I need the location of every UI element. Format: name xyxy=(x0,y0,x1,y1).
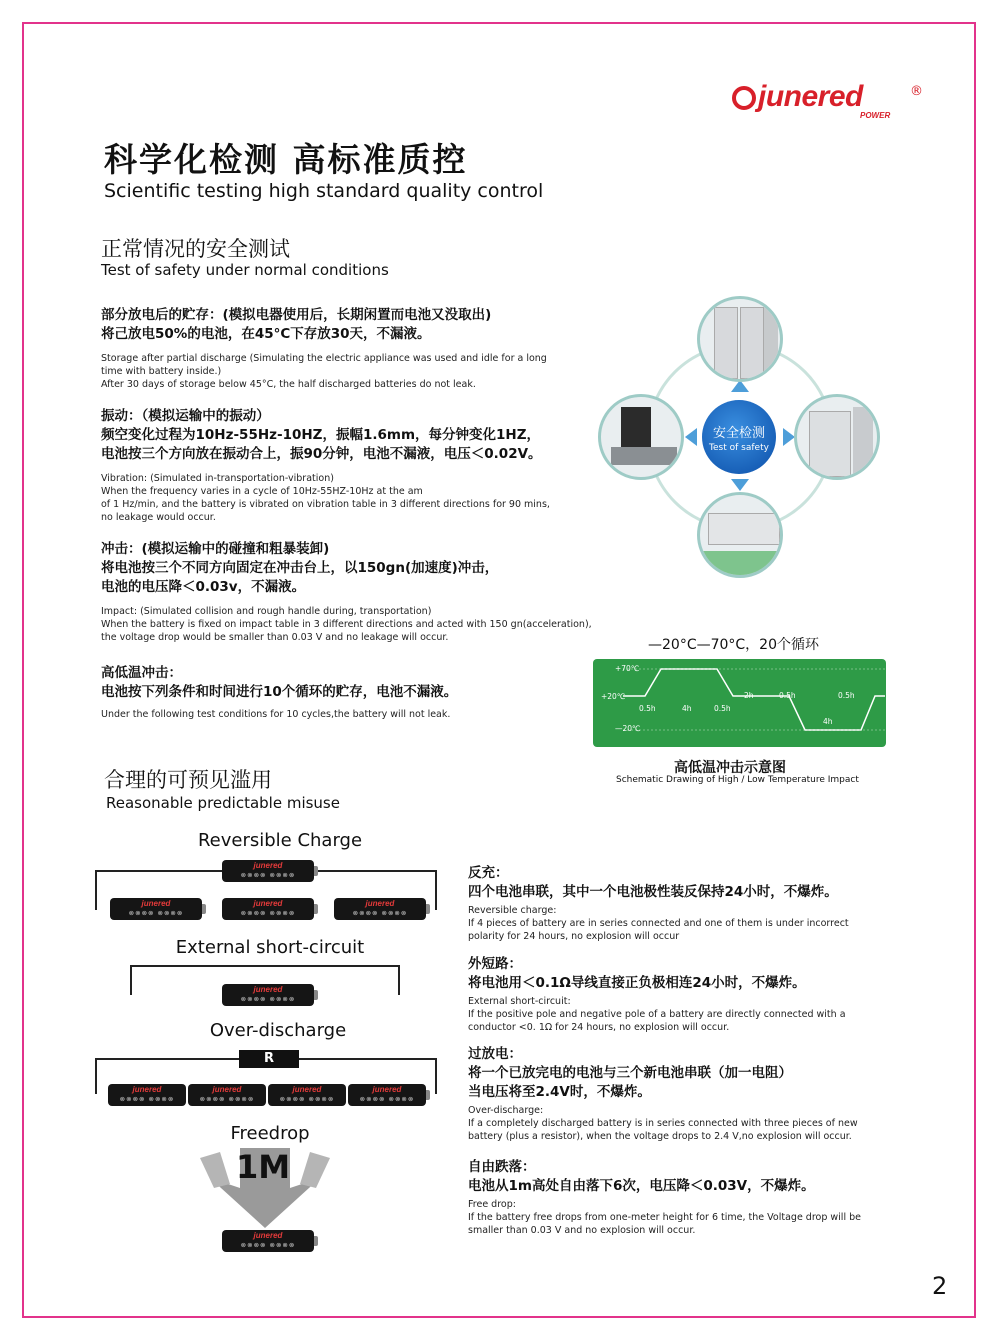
item-en-line: If the positive pole and negative pole of a battery are directly connected with a xyxy=(468,1009,846,1020)
y-label-20: +20℃ xyxy=(601,692,626,701)
item-cn-line: 冲击：(模拟运输中的碰撞和粗暴装卸) xyxy=(101,541,330,557)
item-en-line: Free drop: xyxy=(468,1199,516,1210)
battery: junered ⊗⊗⊗⊗ ⊗⊗⊗⊗ xyxy=(108,1084,186,1106)
item-en-line: When the frequency varies in a cycle of 10Hz-55HZ-10Hz at the am xyxy=(101,486,423,497)
item-cn-line: 部分放电后的贮存：(模拟电器使用后，长期闲置而电池又没取出) xyxy=(101,307,492,323)
battery: junered ⊗⊗⊗⊗ ⊗⊗⊗⊗ xyxy=(268,1084,346,1106)
duration-label: 0.5h xyxy=(838,691,855,700)
item-cn-line: 电池按下列条件和时间进行10个循环的贮存，电池不漏液。 xyxy=(101,684,458,700)
item-en-line: Impact: (Simulated collision and rough handle during, transportation) xyxy=(101,606,432,617)
brand-logo xyxy=(732,80,932,122)
item-en-line: time with battery inside.) xyxy=(101,366,222,377)
battery: junered ⊗⊗⊗⊗ ⊗⊗⊗⊗ xyxy=(222,860,314,882)
resistor: R xyxy=(239,1050,299,1068)
battery: junered ⊗⊗⊗⊗ ⊗⊗⊗⊗ xyxy=(334,898,426,920)
temp-chart-caption-en: Schematic Drawing of High / Low Temperature Impact xyxy=(616,775,859,785)
diagram-label-short: External short-circuit xyxy=(175,937,365,958)
battery: junered ⊗⊗⊗⊗ ⊗⊗⊗⊗ xyxy=(222,1230,314,1252)
section2-title-cn: 合理的可预见滥用 xyxy=(104,768,272,792)
logo-power: POWER xyxy=(860,111,891,120)
item-en-line: of 1 Hz/min, and the battery is vibrated on vibration table in 3 different directions for 90 mins, xyxy=(101,499,550,510)
item-cn-line: 反充： xyxy=(468,865,509,881)
section1-title-en: Test of safety under normal conditions xyxy=(101,261,389,279)
page-title-cn: 科学化检测 高标准质控 xyxy=(104,140,468,179)
duration-label: 2h xyxy=(744,691,754,700)
safety-test-diagram xyxy=(598,296,890,578)
item-en-line: polarity for 24 hours, no explosion will occur xyxy=(468,931,680,942)
item-en-line: battery (plus a resistor), when the voltage drops to 2.4 V,no explosion will occur. xyxy=(468,1131,852,1142)
logo-registered-mark: ® xyxy=(910,84,923,99)
test-item-storage xyxy=(101,306,601,391)
item-en-line: External short-circuit: xyxy=(468,996,571,1007)
item-cn-line: 将己放电50%的电池，在45°C下存放30天，不漏液。 xyxy=(101,326,431,342)
item-cn-line: 振动：（模拟运输中的振动） xyxy=(101,408,270,424)
safety-center-en: Test of safety xyxy=(709,443,769,453)
item-cn-line: 自由跌落： xyxy=(468,1159,536,1175)
item-en-line: Vibration: (Simulated in-transportation-vibration) xyxy=(101,473,334,484)
lab-photo-top xyxy=(697,296,783,382)
item-cn-line: 外短路： xyxy=(468,956,522,972)
item-cn-line: 当电压将至2.4V时，不爆炸。 xyxy=(468,1084,651,1100)
misuse-item-over xyxy=(468,1045,908,1143)
temp-chart-caption-cn: 高低温冲击示意图 xyxy=(674,760,786,776)
safety-center-badge xyxy=(702,400,776,474)
battery: junered ⊗⊗⊗⊗ ⊗⊗⊗⊗ xyxy=(222,898,314,920)
item-en-line: Over-discharge: xyxy=(468,1105,544,1116)
test-item-impact xyxy=(101,540,611,644)
lab-photo-left xyxy=(598,394,684,480)
y-label-70: +70℃ xyxy=(615,664,640,673)
misuse-item-freedrop xyxy=(468,1158,908,1237)
item-cn-line: 电池按三个方向放在振动合上，振90分钟，电池不漏液，电压＜0.02V。 xyxy=(101,446,542,462)
item-cn-line: 高低温冲击： xyxy=(101,665,182,681)
safety-center-cn: 安全检测 xyxy=(712,426,765,441)
item-en-line: If 4 pieces of battery are in series connected and one of them is under incorrect xyxy=(468,918,849,929)
item-cn-line: 将电池按三个不同方向固定在冲击台上，以150gn(加速度)冲击， xyxy=(101,560,499,576)
item-cn-line: 频空变化过程为10Hz-55Hz-10HZ，振幅1.6mm，每分钟变化1HZ， xyxy=(101,427,540,443)
item-en-line: no leakage would occur. xyxy=(101,512,216,523)
item-en-line: If a completely discharged battery is in series connected with three pieces of new xyxy=(468,1118,858,1129)
logo-wordmark: junered xyxy=(758,80,863,113)
diagram-label-reversible: Reversible Charge xyxy=(197,830,363,851)
battery: junered ⊗⊗⊗⊗ ⊗⊗⊗⊗ xyxy=(110,898,202,920)
battery: junered ⊗⊗⊗⊗ ⊗⊗⊗⊗ xyxy=(222,984,314,1006)
logo-ring-icon xyxy=(732,86,756,110)
misuse-item-reversible xyxy=(468,864,908,943)
misuse-item-short xyxy=(468,955,908,1034)
item-cn-line: 将一个已放完电的电池与三个新电池串联（加一电阻） xyxy=(468,1065,792,1081)
duration-label: 4h xyxy=(823,717,833,726)
lab-photo-right xyxy=(794,394,880,480)
item-en-line: Under the following test conditions for 10 cycles,the battery will not leak. xyxy=(101,709,451,720)
item-cn-line: 过放电： xyxy=(468,1046,522,1062)
section2-title-en: Reasonable predictable misuse xyxy=(106,794,340,812)
test-item-vibration xyxy=(101,407,611,524)
diagram-label-freedrop: Freedrop xyxy=(230,1123,310,1144)
y-label-minus20: —20℃ xyxy=(615,724,641,733)
temp-cycle-heading: —20°C—70°C，20个循环 xyxy=(648,637,819,653)
page-title-en: Scientific testing high standard quality control xyxy=(104,180,544,202)
duration-label: 0.5h xyxy=(714,704,731,713)
item-cn-line: 四个电池串联，其中一个电池极性装反保持24小时，不爆炸。 xyxy=(468,884,838,900)
item-en-line: the voltage drop would be smaller than 0.03 V and no leakage will occur. xyxy=(101,632,449,643)
duration-label: 0.5h xyxy=(779,691,796,700)
section1-title-cn: 正常情况的安全测试 xyxy=(101,237,290,261)
item-en-line: After 30 days of storage below 45°C, the half discharged batteries do not leak. xyxy=(101,379,476,390)
duration-label: 0.5h xyxy=(639,704,656,713)
battery: junered ⊗⊗⊗⊗ ⊗⊗⊗⊗ xyxy=(348,1084,426,1106)
item-en-line: When the battery is fixed on impact table in 3 different directions and acted with 150 gn(acceleration), xyxy=(101,619,592,630)
item-cn-line: 电池的电压降＜0.03v，不漏液。 xyxy=(101,579,306,595)
test-item-temperature xyxy=(101,664,591,721)
diagram-label-over: Over-discharge xyxy=(209,1020,347,1041)
lab-photo-bottom xyxy=(697,492,783,578)
page-number: 2 xyxy=(932,1272,948,1300)
item-en-line: If the battery free drops from one-meter height for 6 time, the Voltage drop will be xyxy=(468,1212,861,1223)
temp-impact-chart xyxy=(593,659,886,747)
duration-label: 4h xyxy=(682,704,692,713)
item-cn-line: 将电池用＜0.1Ω导线直接正负极相连24小时，不爆炸。 xyxy=(468,975,806,991)
drop-height: 1M xyxy=(236,1148,291,1186)
item-en-line: conductor <0. 1Ω for 24 hours, no explosion will occur. xyxy=(468,1022,730,1033)
item-cn-line: 电池从1m高处自由落下6次，电压降＜0.03V，不爆炸。 xyxy=(468,1178,815,1194)
item-en-line: Storage after partial discharge (Simulating the electric appliance was used and idle for a long xyxy=(101,353,547,364)
item-en-line: Reversible charge: xyxy=(468,905,557,916)
battery: junered ⊗⊗⊗⊗ ⊗⊗⊗⊗ xyxy=(188,1084,266,1106)
item-en-line: smaller than 0.03 V and no explosion will occur. xyxy=(468,1225,696,1236)
